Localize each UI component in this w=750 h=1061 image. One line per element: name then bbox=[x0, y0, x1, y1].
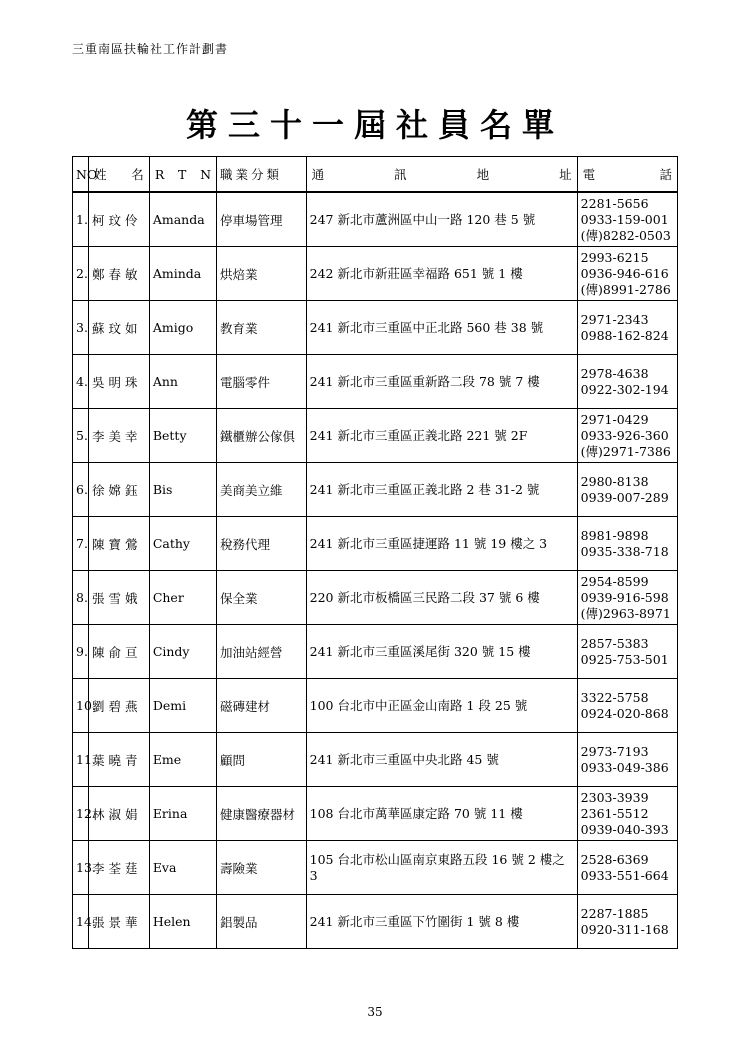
member-occupation: 顧問 bbox=[217, 733, 307, 787]
header-phone-char: 電 bbox=[582, 167, 596, 182]
table-row bbox=[73, 679, 678, 733]
phone-number: 8981-9898 bbox=[580, 527, 649, 543]
phone-number: 2528-6369 bbox=[580, 851, 649, 867]
member-occupation: 鋁製品 bbox=[217, 895, 307, 949]
phone-number: 0933-551-664 bbox=[580, 867, 669, 883]
header-phone bbox=[577, 157, 677, 193]
phone-number: 0920-311-168 bbox=[580, 921, 669, 937]
member-rtn: Helen bbox=[149, 895, 216, 949]
table-row bbox=[73, 517, 678, 571]
member-address: 241 新北市三重區中正北路 560 巷 38 號 bbox=[306, 301, 577, 355]
table-row bbox=[73, 463, 678, 517]
member-rtn: Demi bbox=[149, 679, 216, 733]
table-row bbox=[73, 787, 678, 841]
header-address bbox=[306, 157, 577, 193]
phone-number: 2971-0429 bbox=[580, 411, 649, 427]
member-address: 241 新北市三重區正義北路 221 號 2F bbox=[306, 409, 577, 463]
member-rtn: Betty bbox=[149, 409, 216, 463]
member-name: 鄭春敏 bbox=[89, 247, 150, 301]
phone-number: (傳)8282-0503 bbox=[580, 227, 671, 243]
header-name bbox=[89, 157, 150, 193]
member-phones bbox=[577, 841, 677, 895]
phone-number: 2980-8138 bbox=[580, 473, 649, 489]
member-rtn: Cathy bbox=[149, 517, 216, 571]
member-number: 10. bbox=[73, 679, 89, 733]
member-phones bbox=[577, 679, 677, 733]
member-phones bbox=[577, 625, 677, 679]
member-phones bbox=[577, 355, 677, 409]
phone-number: 2973-7193 bbox=[580, 743, 649, 759]
phone-number: (傳)2963-8971 bbox=[580, 605, 671, 621]
header-rtn-char: R bbox=[154, 166, 165, 182]
phone-number: 2287-1885 bbox=[580, 905, 649, 921]
header-address-char: 訊 bbox=[394, 167, 407, 182]
phone-number: 0933-926-360 bbox=[580, 427, 669, 443]
member-occupation: 鐵櫃辦公傢俱 bbox=[217, 409, 307, 463]
member-name: 葉曉青 bbox=[89, 733, 150, 787]
table-row bbox=[73, 301, 678, 355]
phone-number: 0939-916-598 bbox=[580, 589, 669, 605]
phone-number: 0933-159-001 bbox=[580, 211, 669, 227]
member-rtn: Cher bbox=[149, 571, 216, 625]
member-number: 2. bbox=[73, 247, 89, 301]
member-rtn: Bis bbox=[149, 463, 216, 517]
phone-number: 0925-753-501 bbox=[580, 651, 669, 667]
member-name: 吳明珠 bbox=[89, 355, 150, 409]
member-occupation: 烘焙業 bbox=[217, 247, 307, 301]
member-occupation: 加油站經營 bbox=[217, 625, 307, 679]
member-number: 13. bbox=[73, 841, 89, 895]
phone-number: 0939-007-289 bbox=[580, 489, 669, 505]
member-address: 108 台北市萬華區康定路 70 號 11 樓 bbox=[306, 787, 577, 841]
member-name: 陳寶鶯 bbox=[89, 517, 150, 571]
member-number: 12. bbox=[73, 787, 89, 841]
member-address: 241 新北市三重區中央北路 45 號 bbox=[306, 733, 577, 787]
header-name-char: 名 bbox=[131, 167, 144, 182]
member-name: 李美幸 bbox=[89, 409, 150, 463]
member-number: 1. bbox=[73, 192, 89, 247]
member-rtn: Aminda bbox=[149, 247, 216, 301]
member-address: 241 新北市三重區正義北路 2 巷 31-2 號 bbox=[306, 463, 577, 517]
header-rtn-char: T bbox=[177, 166, 187, 182]
member-occupation: 停車場管理 bbox=[217, 192, 307, 247]
member-name: 林淑娟 bbox=[89, 787, 150, 841]
member-address: 241 新北市三重區溪尾街 320 號 15 樓 bbox=[306, 625, 577, 679]
header-address-char: 址 bbox=[559, 167, 572, 182]
header-address-char: 通 bbox=[311, 167, 325, 182]
member-address: 105 台北市松山區南京東路五段 16 號 2 樓之 3 bbox=[306, 841, 577, 895]
member-rtn: Cindy bbox=[149, 625, 216, 679]
header-address-char: 地 bbox=[476, 167, 490, 182]
table-row bbox=[73, 192, 678, 247]
member-name: 蘇玟如 bbox=[89, 301, 150, 355]
phone-number: 2993-6215 bbox=[580, 249, 649, 265]
header-occupation: 職業分類 bbox=[217, 157, 307, 193]
member-number: 14. bbox=[73, 895, 89, 949]
phone-number: 2954-8599 bbox=[580, 573, 649, 589]
phone-number: 2303-3939 bbox=[580, 789, 649, 805]
phone-number: 0922-302-194 bbox=[580, 381, 669, 397]
phone-number: 0933-049-386 bbox=[580, 759, 669, 775]
table-row bbox=[73, 895, 678, 949]
member-address: 100 台北市中正區金山南路 1 段 25 號 bbox=[306, 679, 577, 733]
member-rtn: Ann bbox=[149, 355, 216, 409]
table-row bbox=[73, 733, 678, 787]
member-phones bbox=[577, 192, 677, 247]
member-occupation: 教育業 bbox=[217, 301, 307, 355]
member-occupation: 保全業 bbox=[217, 571, 307, 625]
member-roster-table bbox=[72, 156, 678, 949]
member-name: 柯玟伶 bbox=[89, 192, 150, 247]
member-rtn: Eva bbox=[149, 841, 216, 895]
page-number: 35 bbox=[367, 1005, 383, 1019]
member-phones bbox=[577, 409, 677, 463]
phone-number: 0939-040-393 bbox=[580, 821, 669, 837]
member-number: 8. bbox=[73, 571, 89, 625]
member-occupation: 磁磚建材 bbox=[217, 679, 307, 733]
phone-number: 0935-338-718 bbox=[580, 543, 669, 559]
member-rtn: Eme bbox=[149, 733, 216, 787]
table-row bbox=[73, 409, 678, 463]
member-address: 220 新北市板橋區三民路二段 37 號 6 樓 bbox=[306, 571, 577, 625]
page-title: 第三十一屆社員名單 bbox=[185, 106, 564, 144]
member-occupation: 稅務代理 bbox=[217, 517, 307, 571]
member-rtn: Amanda bbox=[149, 192, 216, 247]
member-address: 241 新北市三重區捷運路 11 號 19 樓之 3 bbox=[306, 517, 577, 571]
phone-number: 2281-5656 bbox=[580, 195, 649, 211]
member-address: 241 新北市三重區重新路二段 78 號 7 樓 bbox=[306, 355, 577, 409]
member-phones bbox=[577, 301, 677, 355]
phone-number: 2971-2343 bbox=[580, 311, 649, 327]
member-phones bbox=[577, 463, 677, 517]
member-number: 4. bbox=[73, 355, 89, 409]
header-phone-char: 話 bbox=[659, 167, 672, 182]
member-number: 11. bbox=[73, 733, 89, 787]
roster-body bbox=[73, 192, 678, 949]
header-rtn-char: N bbox=[200, 166, 212, 182]
phone-number: 2361-5512 bbox=[580, 805, 649, 821]
phone-number: (傳)8991-2786 bbox=[580, 281, 671, 297]
document-header-note: 三重南區扶輪社工作計劃書 bbox=[72, 42, 229, 56]
member-occupation: 壽險業 bbox=[217, 841, 307, 895]
member-address: 241 新北市三重區下竹圍街 1 號 8 樓 bbox=[306, 895, 577, 949]
phone-number: (傳)2971-7386 bbox=[580, 443, 671, 459]
member-name: 徐嫦鈺 bbox=[89, 463, 150, 517]
member-address: 242 新北市新莊區幸福路 651 號 1 樓 bbox=[306, 247, 577, 301]
member-name: 張景華 bbox=[89, 895, 150, 949]
member-rtn: Amigo bbox=[149, 301, 216, 355]
member-phones bbox=[577, 787, 677, 841]
table-row bbox=[73, 841, 678, 895]
member-phones bbox=[577, 733, 677, 787]
member-phones bbox=[577, 571, 677, 625]
table-row bbox=[73, 355, 678, 409]
member-name: 劉碧燕 bbox=[89, 679, 150, 733]
member-occupation: 美商美立維 bbox=[217, 463, 307, 517]
member-number: 9. bbox=[73, 625, 89, 679]
member-name: 陳俞亘 bbox=[89, 625, 150, 679]
member-address: 247 新北市蘆洲區中山一路 120 巷 5 號 bbox=[306, 192, 577, 247]
phone-number: 0988-162-824 bbox=[580, 327, 669, 343]
phone-number: 0936-946-616 bbox=[580, 265, 669, 281]
phone-number: 0924-020-868 bbox=[580, 705, 669, 721]
member-occupation: 健康醫療器材 bbox=[217, 787, 307, 841]
member-rtn: Erina bbox=[149, 787, 216, 841]
member-number: 3. bbox=[73, 301, 89, 355]
header-rtn bbox=[149, 157, 216, 193]
member-name: 張雪娥 bbox=[89, 571, 150, 625]
member-occupation: 電腦零件 bbox=[217, 355, 307, 409]
member-name: 李荃莛 bbox=[89, 841, 150, 895]
table-header-row bbox=[73, 157, 678, 193]
member-phones bbox=[577, 517, 677, 571]
phone-number: 2857-5383 bbox=[580, 635, 649, 651]
member-number: 6. bbox=[73, 463, 89, 517]
member-phones bbox=[577, 895, 677, 949]
table-row bbox=[73, 571, 678, 625]
table-row bbox=[73, 247, 678, 301]
phone-number: 3322-5758 bbox=[580, 689, 649, 705]
header-no: NO bbox=[73, 157, 89, 193]
phone-number: 2978-4638 bbox=[580, 365, 649, 381]
header-name-char: 姓 bbox=[94, 167, 107, 182]
member-number: 5. bbox=[73, 409, 89, 463]
table-row bbox=[73, 625, 678, 679]
member-number: 7. bbox=[73, 517, 89, 571]
member-phones bbox=[577, 247, 677, 301]
